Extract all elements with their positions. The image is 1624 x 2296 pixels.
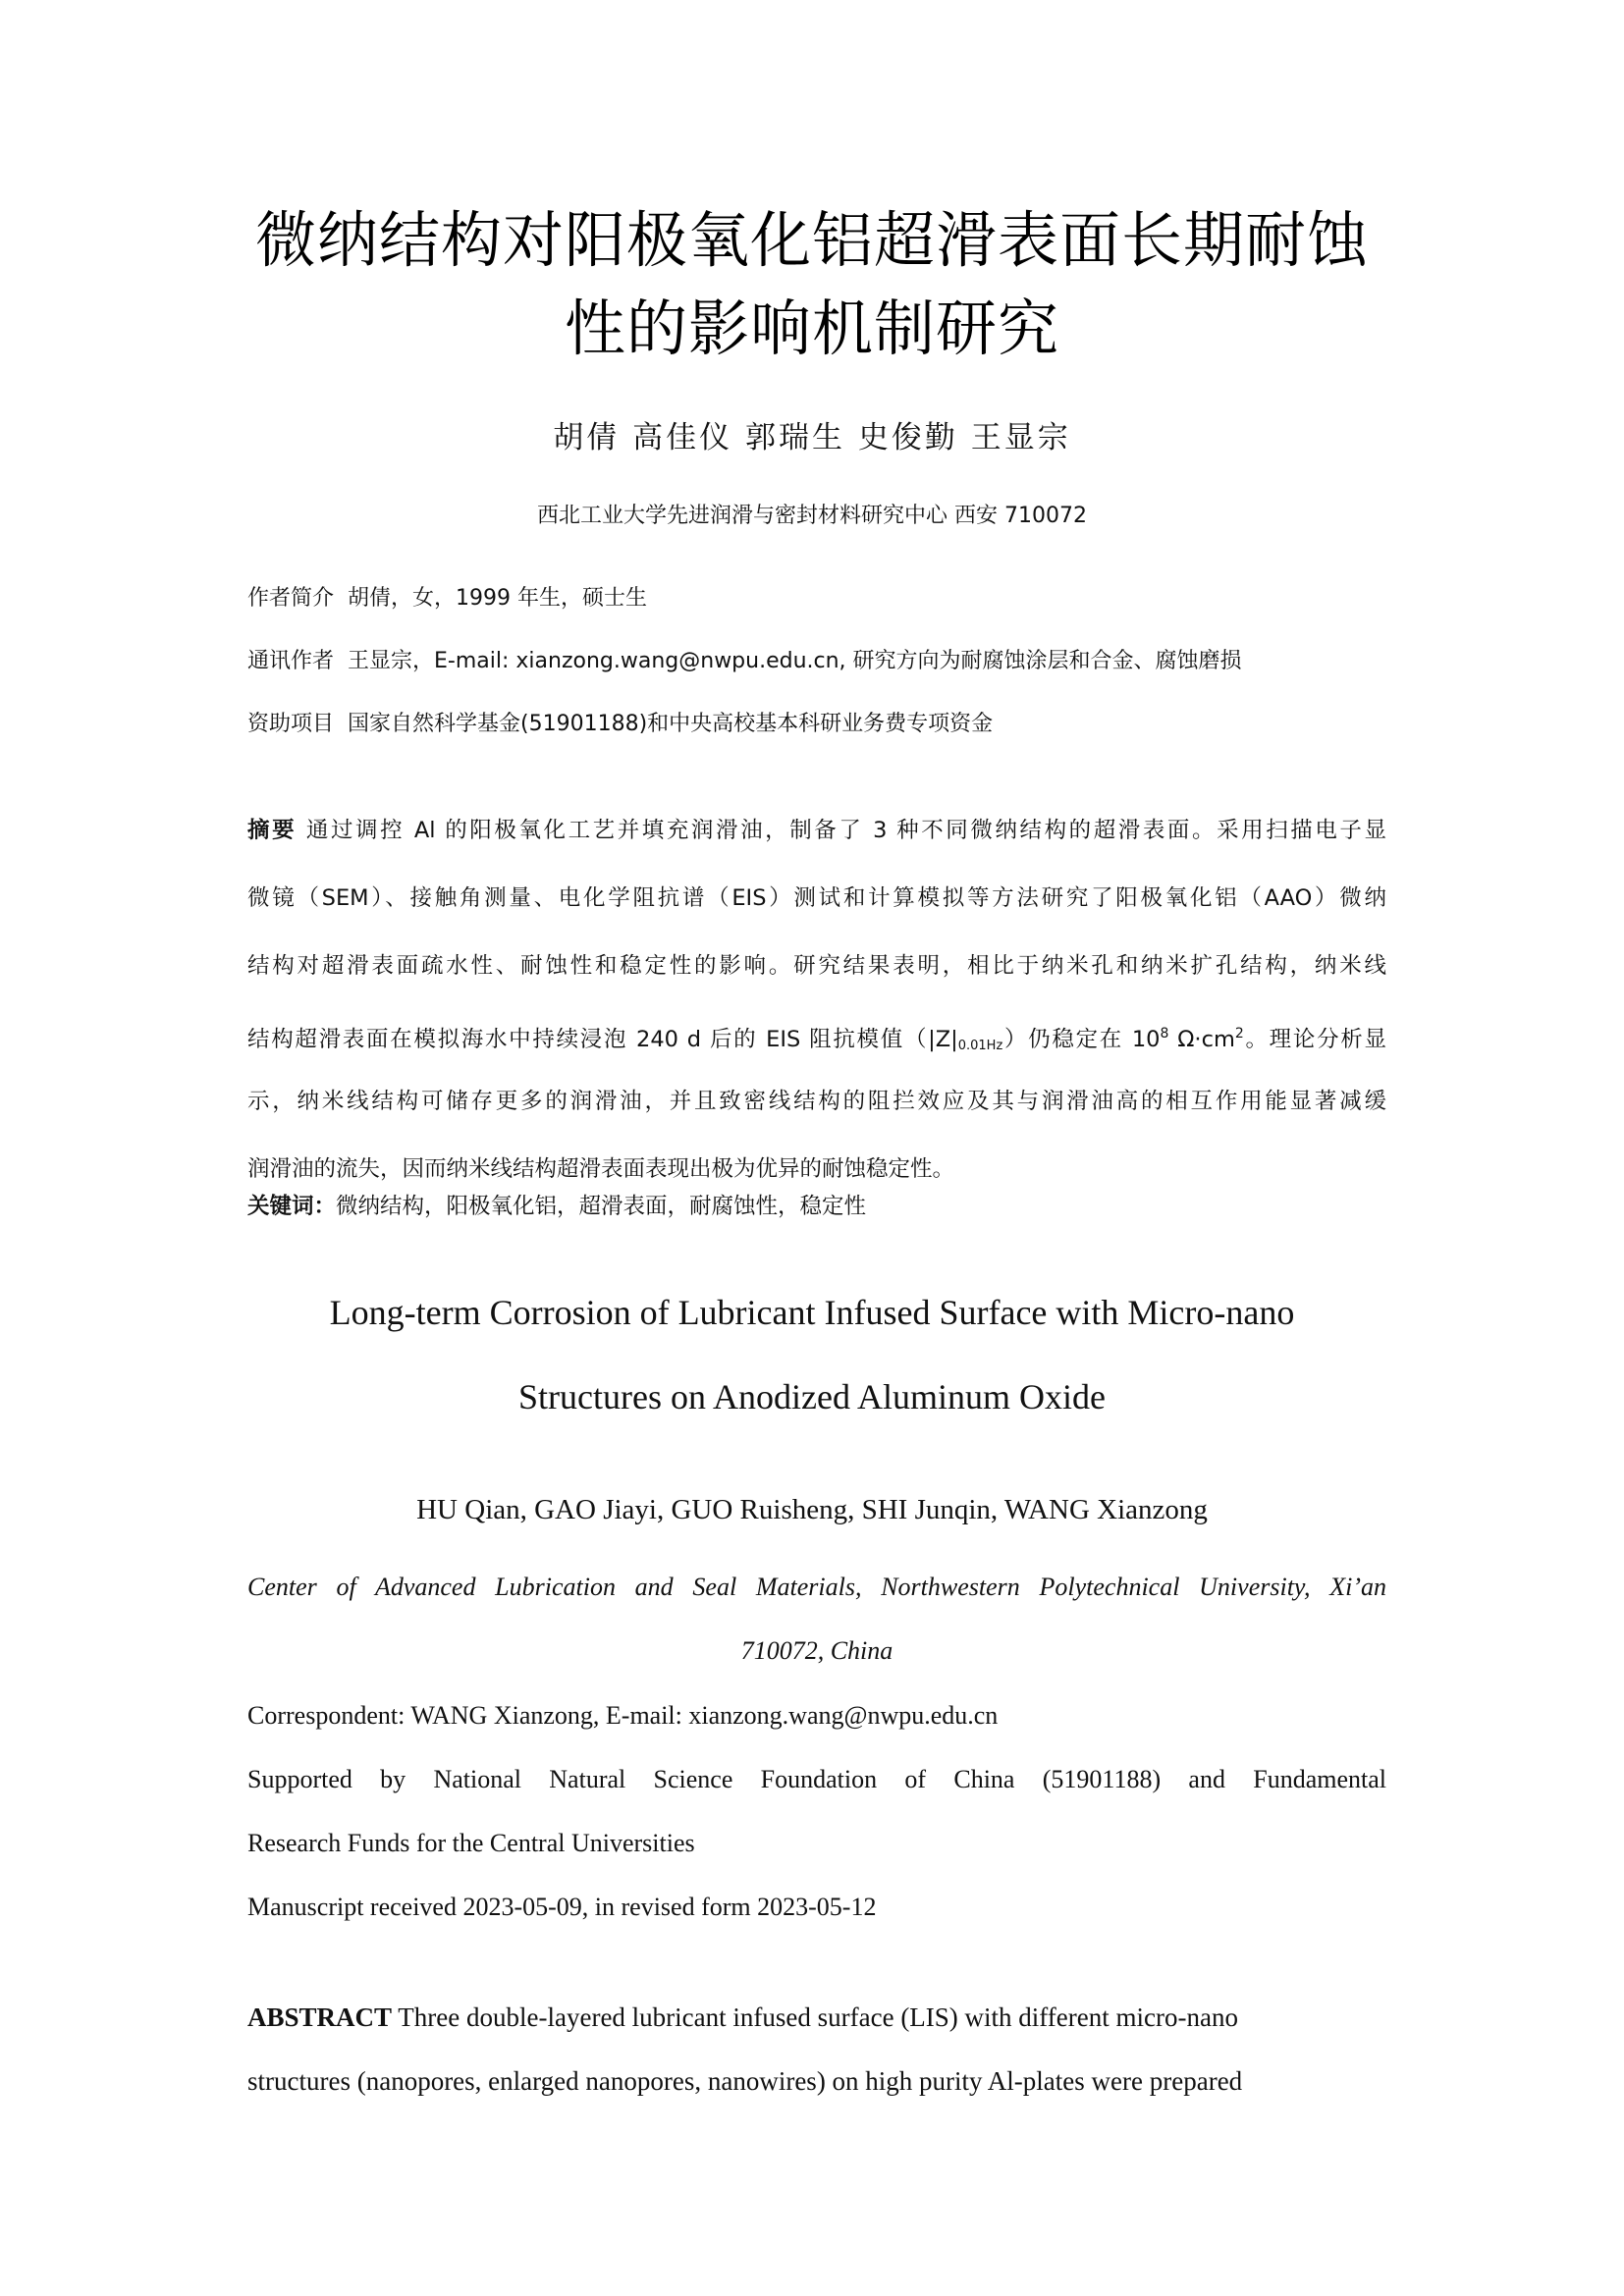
- english-abstract-text-1: Three double-layered lubricant infused surface (LIS) with different micro-nano: [392, 2002, 1238, 2032]
- exponent-8: 8: [1160, 1026, 1169, 1041]
- manuscript-dates: Manuscript received 2023-05-09, in revised form 2023-05-12: [247, 1893, 877, 1921]
- keywords-label: 关键词：: [247, 1194, 337, 1219]
- english-title-line-1: Long-term Corrosion of Lubricant Infused Surface with Micro-nano: [329, 1293, 1295, 1332]
- chinese-abstract-line-6: 润滑油的流失，因而纳米线结构超滑表面表现出极为优异的耐蚀稳定性。: [247, 1156, 955, 1182]
- english-abstract-line-1: [247, 1986, 1386, 2050]
- english-correspondent: Correspondent: WANG Xianzong, E-mail: xianzong.wang@nwpu.edu.cn: [247, 1701, 999, 1730]
- english-affiliation-line-2: 710072, China: [740, 1636, 893, 1665]
- abstract-line4-part-d: 。理论分析显: [1243, 1027, 1386, 1052]
- correspondent-label: 通讯作者: [247, 649, 335, 673]
- english-abstract-label: ABSTRACT: [247, 2002, 393, 2032]
- funding-label: 资助项目: [247, 712, 335, 736]
- funding-text: 国家自然科学基金(51901188)和中央高校基本科研业务费专项资金: [348, 712, 994, 736]
- author-info: [247, 581, 647, 612]
- exponent-2: 2: [1234, 1026, 1244, 1041]
- chinese-title-line-2: 性的影响机制研究: [564, 293, 1059, 364]
- chinese-authors: 胡倩 高佳仪 郭瑞生 史俊勤 王显宗: [553, 420, 1071, 455]
- abstract-line4-part-c: Ω·cm: [1168, 1027, 1235, 1052]
- chinese-abstract-line-4: [247, 1000, 1386, 1068]
- chinese-correspondent: [247, 644, 1242, 674]
- author-info-label: 作者简介: [247, 586, 335, 611]
- abstract-line4-part-b: ）仍稳定在 10: [1002, 1027, 1161, 1052]
- english-title-line-2: Structures on Anodized Aluminum Oxide: [518, 1377, 1106, 1416]
- chinese-abstract: [247, 797, 1386, 1203]
- supported-line-2: Research Funds for the Central Universities: [247, 1829, 695, 1857]
- english-abstract: [247, 1986, 1386, 2113]
- chinese-keywords: [247, 1189, 866, 1220]
- chinese-abstract-label: 摘要: [247, 818, 298, 843]
- correspondent-text: 王显宗，E-mail: xianzong.wang@nwpu.edu.cn, 研究方向为耐腐蚀涂层和合金、腐蚀磨损: [348, 649, 1242, 673]
- chinese-affiliation: 西北工业大学先进润滑与密封材料研究中心 西安 710072: [537, 504, 1087, 528]
- chinese-abstract-line-2: 微镜（SEM）、接触角测量、电化学阻抗谱（EIS）测试和计算模拟等方法研究了阳极氧化铝（AAO）微纳: [247, 885, 1386, 911]
- chinese-title-line-1: 微纳结构对阳极氧化铝超滑表面长期耐蚀: [254, 204, 1369, 276]
- chinese-abstract-line-5: 示，纳米线结构可储存更多的润滑油，并且致密线结构的阻拦效应及其与润滑油高的相互作用能显著减缓: [247, 1089, 1386, 1114]
- chinese-abstract-text-1: 通过调控 Al 的阳极氧化工艺并填充润滑油，制备了 3 种不同微纳结构的超滑表面。采用扫描电子显: [305, 818, 1386, 843]
- english-abstract-line-2: structures (nanopores, enlarged nanopores, nanowires) on high purity Al-plates were prepared: [247, 2066, 1243, 2096]
- supported-line-1: Supported by National Natural Science Foundation of China (51901188) and Fundamental: [247, 1765, 1386, 1793]
- keywords-text: 微纳结构，阳极氧化铝，超滑表面，耐腐蚀性，稳定性: [336, 1194, 867, 1219]
- abstract-line4-part-a: 结构超滑表面在模拟海水中持续浸泡 240 d 后的 EIS 阻抗模值（|Z|: [247, 1027, 958, 1052]
- english-affiliation-line-1: Center of Advanced Lubrication and Seal Materials, Northwestern Polytechnical University, Xi’an: [247, 1573, 1386, 1601]
- chinese-abstract-line-1: [247, 797, 1386, 865]
- chinese-abstract-line-3: 结构对超滑表面疏水性、耐蚀性和稳定性的影响。研究结果表明，相比于纳米孔和纳米扩孔结构，纳米线: [247, 953, 1386, 979]
- chinese-funding: [247, 707, 993, 737]
- author-info-text: 胡倩，女，1999 年生，硕士生: [348, 586, 647, 611]
- english-authors: HU Qian, GAO Jiayi, GUO Ruisheng, SHI Junqin, WANG Xianzong: [416, 1494, 1208, 1525]
- impedance-subscript: 0.01Hz: [957, 1039, 1003, 1053]
